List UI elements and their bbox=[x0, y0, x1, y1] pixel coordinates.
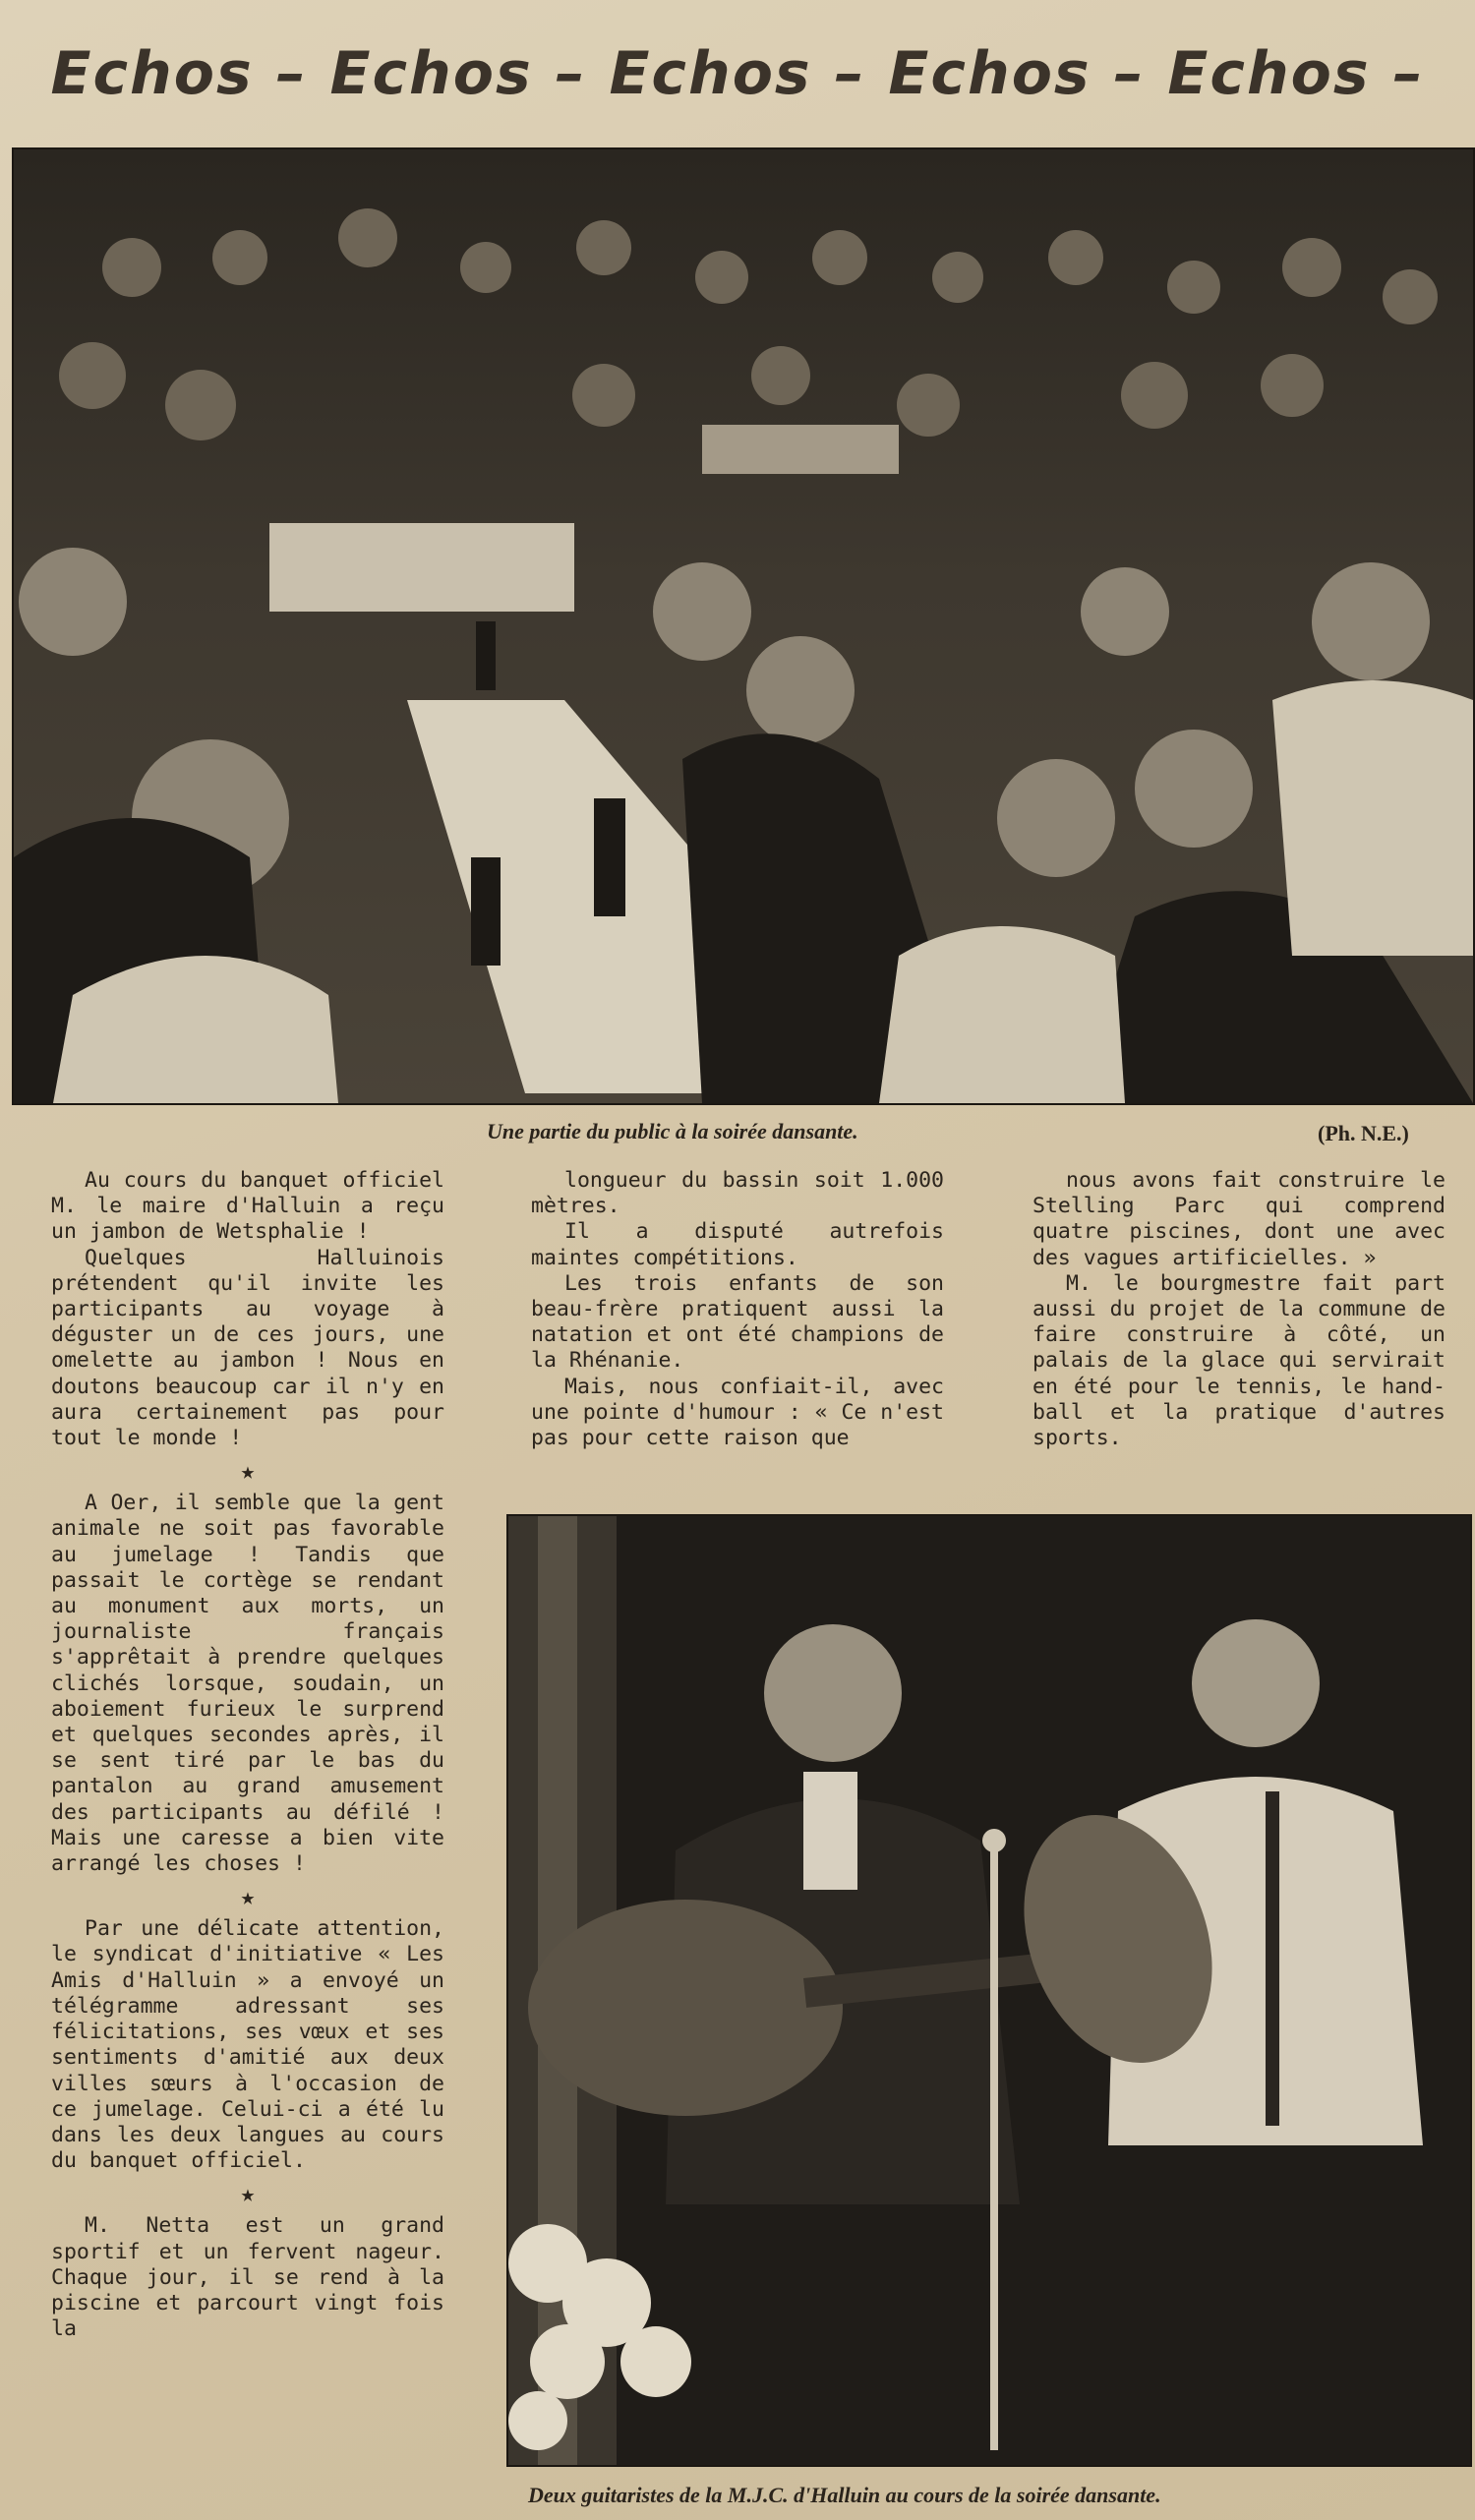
audience-photo bbox=[12, 147, 1475, 1105]
paragraph: Par une délicate attention, le syndicat d'initiative « Les Amis d'Halluin » a envoyé un télégramme adressant ses félicitations, ses vœux et ses sentiments d'amitié aux deux villes sœurs à l'occasion de ce jumelage. Celui-ci a été lu dans les deux langues au cours du banquet officiel. bbox=[51, 1916, 444, 2174]
paragraph: Quelques Halluinois prétendent qu'il invite les participants au voyage à déguster un de ces jours, une omelette au jambon ! Nous en doutons beaucoup car il n'y en aura certainement pas pour tout le monde ! bbox=[51, 1245, 444, 1451]
paragraph: Il a disputé autrefois maintes compétitions. bbox=[531, 1219, 944, 1270]
paragraph: Au cours du banquet officiel M. le maire d'Halluin a reçu un jambon de Wetsphalie ! bbox=[51, 1168, 444, 1245]
paragraph: longueur du bassin soit 1.000 mètres. bbox=[531, 1168, 944, 1219]
article-column-2 bbox=[531, 1168, 944, 1451]
paragraph: A Oer, il semble que la gent animale ne soit pas favorable au jumelage ! Tandis que passait le cortège se rendant au monument aux morts, un journaliste français s'apprêtait à prendre quelques clichés lorsque, soudain, un aboiement furieux le surprend et quelques secondes après, il se sent tiré par le bas du pantalon au grand amusement des participants au défilé ! Mais une caresse a bien vite arrangé les choses ! bbox=[51, 1491, 444, 1877]
audience-photo-caption: Une partie du public à la soirée dansante. bbox=[487, 1119, 858, 1143]
section-header: Echos – Echos – Echos – Echos – Echos – bbox=[50, 39, 1425, 108]
star-separator-icon: ★ bbox=[240, 1883, 256, 1911]
photo-credit: (Ph. N.E.) bbox=[1318, 1121, 1409, 1145]
star-separator-icon: ★ bbox=[240, 1457, 256, 1486]
paragraph: Les trois enfants de son beau-frère pratiquent aussi la natation et ont été champions de la Rhénanie. bbox=[531, 1270, 944, 1374]
paragraph: Mais, nous confiait-il, avec une pointe d'humour : « Ce n'est pas pour cette raison que bbox=[531, 1374, 944, 1451]
guitarists-photo bbox=[506, 1514, 1472, 2467]
paragraph: nous avons fait construire le Stelling Parc qui comprend quatre piscines, dont une avec des vagues artificielles. » bbox=[1032, 1168, 1446, 1270]
paragraph: M. le bourgmestre fait part aussi du projet de la commune de faire construire à côté, un palais de la glace qui servirait en été pour le tennis, le hand-ball et la pratique d'autres sports. bbox=[1032, 1270, 1446, 1451]
guitarists-photo-caption: Deux guitaristes de la M.J.C. d'Halluin au cours de la soirée dansante. bbox=[528, 2483, 1161, 2507]
paragraph: M. Netta est un grand sportif et un fervent nageur. Chaque jour, il se rend à la piscine et parcourt vingt fois la bbox=[51, 2213, 444, 2342]
star-separator-icon: ★ bbox=[240, 2180, 256, 2208]
article-column-1 bbox=[51, 1168, 444, 2342]
article-column-3 bbox=[1032, 1168, 1446, 1451]
